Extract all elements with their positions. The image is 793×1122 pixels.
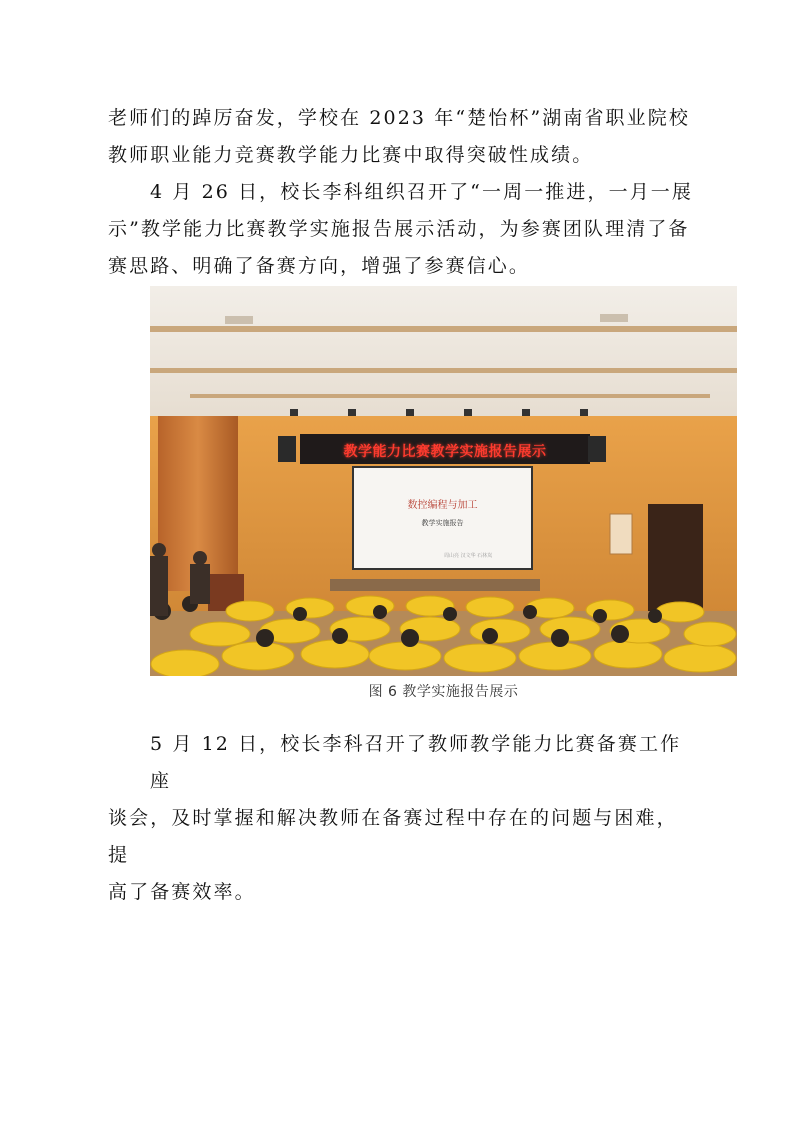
screen-subtitle: 教学实施报告: [421, 519, 464, 527]
paragraph-2: [108, 174, 698, 285]
paragraph-2-line-2: 示”教学能力比赛教学实施报告展示活动，为参赛团队理清了备: [108, 218, 690, 240]
paragraph-3-line-2: 谈会，及时掌握和解决教师在备赛过程中存在的问题与困难，提: [108, 807, 678, 866]
paragraph-2-line-3: 赛思路、明确了备赛方向，增强了参赛信心。: [108, 255, 531, 277]
led-banner: 教学能力比赛教学实施报告展示: [343, 444, 547, 460]
paragraph-3: [108, 726, 698, 911]
paragraph-3-line-1: 5 月 12 日，校长李科召开了教师教学能力比赛备赛工作座: [150, 733, 682, 792]
screen-names: 周山亮 汉文华 石林岚: [444, 553, 493, 559]
screen-title: 数控编程与加工: [407, 500, 478, 511]
figure-caption: 图 6 教学实施报告展示: [368, 684, 519, 700]
paragraph-1: [108, 100, 698, 174]
paragraph-1-line-1: 老师们的踔厉奋发，学校在 2023 年“楚怡杯”湖南省职业院校: [108, 107, 690, 129]
paragraph-2-line-1: 4 月 26 日，校长李科组织召开了“一周一推进，一月一展: [150, 181, 693, 203]
paragraph-1-line-2: 教师职业能力竞赛教学能力比赛中取得突破性成绩。: [108, 144, 594, 166]
paragraph-3-line-3: 高了备赛效率。: [108, 881, 256, 903]
projection-screen: [352, 466, 533, 570]
